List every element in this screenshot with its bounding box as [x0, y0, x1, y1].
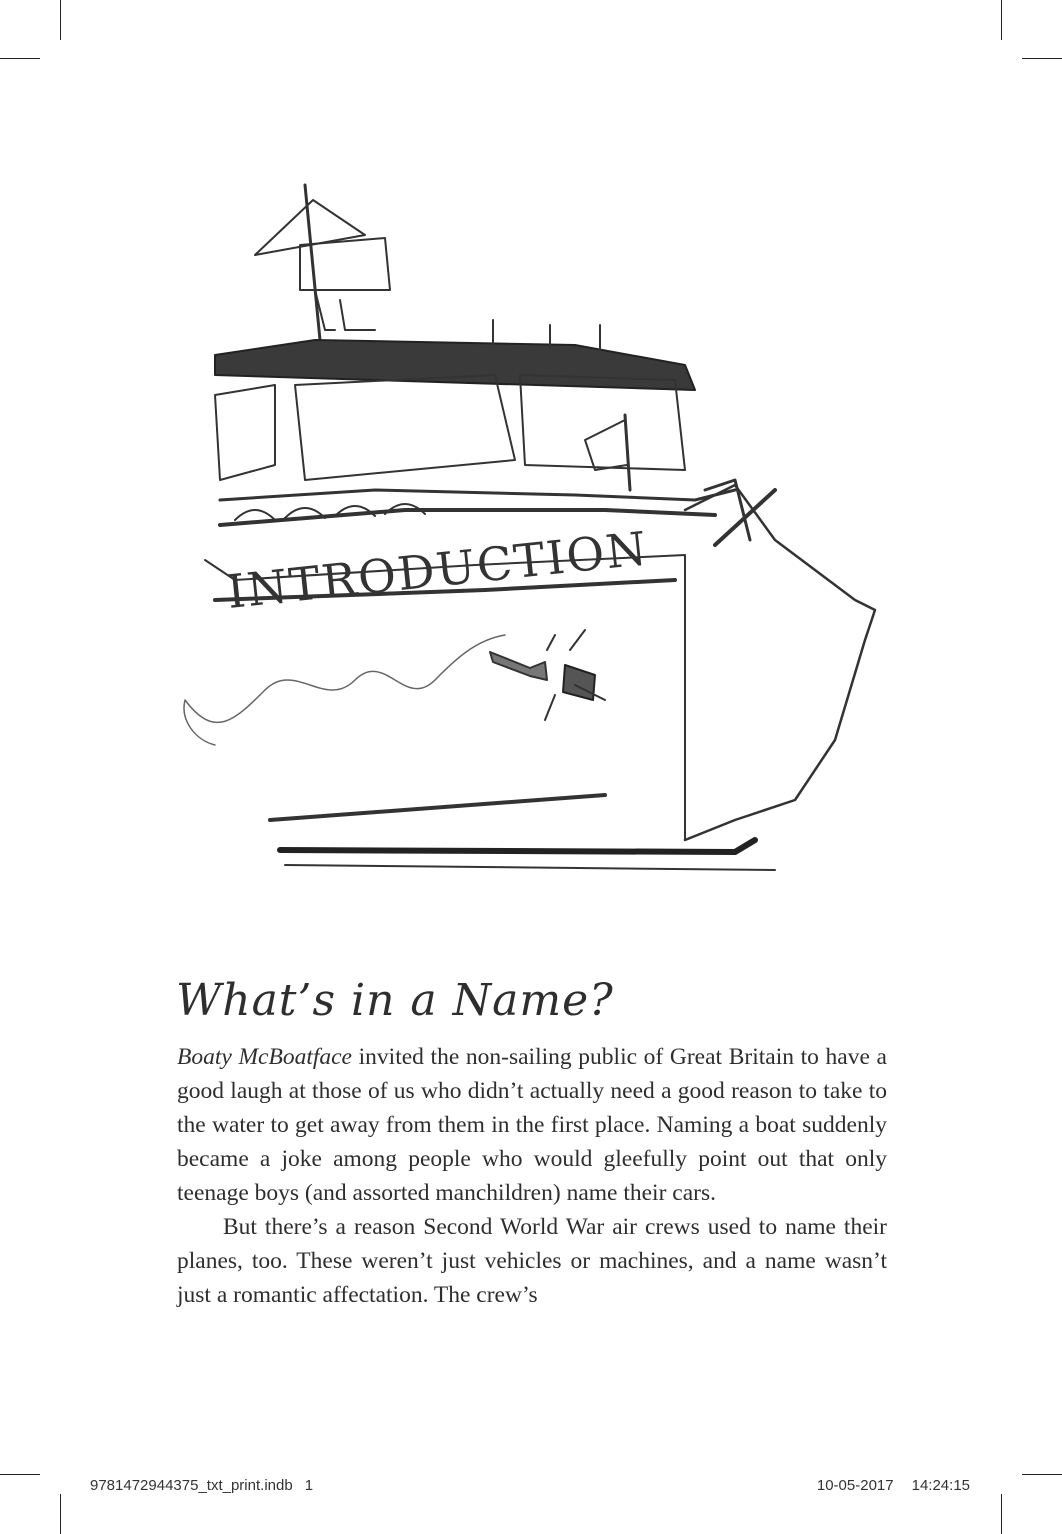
crop-mark-bottom-left-h	[0, 1474, 40, 1475]
boat-name-label: INTRODUCTION	[224, 521, 651, 619]
boat-sketch	[175, 180, 895, 880]
crop-mark-top-left-h	[0, 58, 40, 59]
footer-date: 10-05-2017	[816, 1477, 894, 1494]
footer-page-number: 1	[304, 1477, 314, 1494]
crop-mark-bottom-right-h	[1022, 1474, 1062, 1475]
footer-timestamp	[817, 1477, 970, 1494]
section-heading: What’s in a Name?	[176, 975, 614, 1026]
crop-mark-top-right-h	[1022, 58, 1062, 59]
crop-mark-bottom-left	[60, 1494, 61, 1534]
paragraph-1	[177, 1040, 887, 1210]
boat-name-italic: Boaty McBoatface	[177, 1044, 352, 1070]
body-text	[177, 1040, 887, 1312]
footer-file-info	[90, 1477, 313, 1494]
footer-file-name: 9781472944375_txt_print.indb	[90, 1477, 293, 1494]
crop-mark-top-left	[60, 0, 61, 40]
boat-illustration	[175, 180, 895, 880]
footer-time: 14:24:15	[911, 1477, 970, 1494]
paragraph-1-text: invited the non-sailing public of Great Britain to have a good laugh at those of us who didn’t actually need a good reason to take to the water to get away from them in the first place. Naming a boat suddenly became a joke among people who would gleefully point out that only teenage boys (and assorted manchildren) name their cars.	[177, 1044, 887, 1206]
crop-mark-top-right	[1001, 0, 1002, 40]
paragraph-2: But there’s a reason Second World War air crews used to name their planes, too. These weren’t just vehicles or machines, and a name wasn’t just a romantic affectation. The crew’s	[177, 1214, 887, 1308]
crop-mark-bottom-right	[1001, 1494, 1002, 1534]
